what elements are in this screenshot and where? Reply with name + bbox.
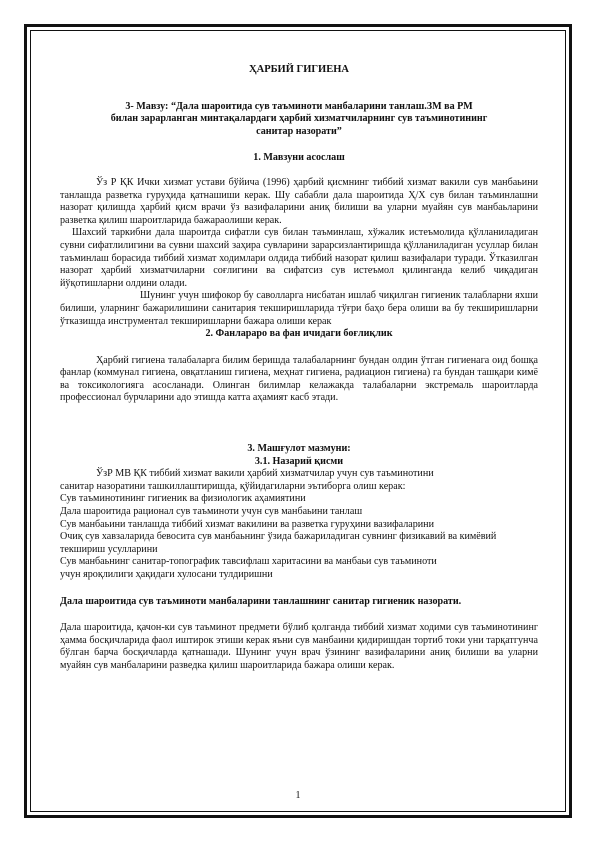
section-3-subheading: 3.1. Назарий қисми [254, 455, 344, 467]
theory-line: Сув манбаьнинг санитар-топографик тавсифлаш харитасини ва манбаьи сув таъминоти [60, 556, 437, 568]
section-2-heading: 2. Фанлараро ва фан ичидаги боғлиқлик [205, 328, 393, 340]
page-number: 1 [295, 790, 301, 801]
sanitary-control-heading: Дала шароитида сув таъминоти манбаларини танлашнинг санитар гигиеник назорати. [60, 595, 462, 607]
theory-line: Очиқ сув хавзаларида бевосита сув манбаьнинг ўзида бажариладиган сувнинг физикавий ва кимёвий текшириш усулларини [60, 531, 497, 555]
theory-line: Сув таъминотининг гигиеник ва физиологик аҳамиятини [60, 493, 306, 505]
section-3-heading: 3. Машғулот мазмуни: [247, 443, 351, 455]
theory-line: Сув манбаьини танлашда тиббий хизмат вакилини ва разветка гуруҳини вазифаларини [60, 518, 434, 530]
section-2-paragraph-1: Ҳарбий гигиена талабаларга билим беришда талабаларнинг бундан олдин ўтган гигиенага оид бошқа фанлар (коммунал гигиена, овқатланиш гигиена, меҳнат гигиена, радиацион гигиена) га бундан ташқари кимё ва токсикологияга асосланади. Олинган билимлар келажакда талабаларни экстремаль шароитларда профессионал бурчларини адо этишда катта аҳамият касб этади. [60, 354, 538, 404]
section-1-paragraph-3: Шунинг учун шифокор бу саволларга нисбатан ишлаб чиқилган гигиеник талабларни яхши билиши, уларнинг бажарилишини санитария текширишларида тўғри баҳо бера олиши ва бу текширишларни ўтказишда инструментал текширишларни бажара олиши керак [60, 290, 538, 327]
section-1-paragraph-2: Шахсий таркибни дала шароитда сифатли сув билан таъминлаш, хўжалик истеъмолида қўлланиладиган сувни сифатлилигини ва сувни шахсий заҳира сувларини зарарсизлантиришда қўлланиладиган усуллар билан таъминлаш борасида тиббий хизмат ходимлари олдида тиббий назорат қилиш вазифалари туради. Ўтказилган назорат ҳарбий хизматчиларни соғлигини ва сифатсиз сув истеъмол қилинганда келиб чиқадиган йўқотишларни олдини олади. [60, 227, 538, 289]
section-1-paragraph-1: Ўз Р ҚК Ички хизмат устави бўйича (1996) ҳарбий қисмнинг тиббий хизмат вакили сув манбаьини танлашда разветка гуруҳида қатнашиши керак. Шу сабабли дала шароитида Ҳ/Х сув билан таъминлашни назорат қилишда ҳарбий қисм врачи ўз вазифаларини аниқ билиши ва уларни муайян сув манбаьларини разветка қилиш шароитларида бажараолиши керак. [60, 176, 538, 226]
document-title: ҲАРБИЙ ГИГИЕНА [249, 64, 349, 75]
topic-line-3: санитар назорати” [256, 125, 342, 137]
theory-line: Дала шароитида рационал сув таъминоти учун сув манбаьини танлаш [60, 506, 363, 518]
topic-line-2: билан зарарланган минтақалардаги ҳарбий хизматчиларнинг сув таъминотининг [110, 113, 488, 125]
document-body [60, 64, 538, 673]
theory-line: ЎзР МВ ҚК тиббий хизмат вакили ҳарбий хизматчилар учун сув таъминотини [96, 468, 434, 480]
topic-line-1: 3- Мавзу: “Дала шароитида сув таъминоти манбаларини танлаш.ЗМ ва РМ [125, 100, 473, 112]
topic-heading [60, 101, 538, 139]
theory-line: учун яроқлилиги ҳақидаги хулосани тулдиришни [60, 569, 273, 580]
section-3-final-paragraph: Дала шароитида, қачон-ки сув таъминот предмети бўлиб қолганда тиббий хизмат ходими сув таъминотининг ҳамма босқичларида фаол иштирок этиши керак яъни сув манбаини қидиришдан тортиб токи уни тарқатгунча бўлган барча босқичларда қатнашади. Шунинг учун врач ўзининг вазифаларини аниқ билиши ва уларни муайян сув манбаларини разведка қилиш шароитларида бажара олиши керак. [60, 622, 538, 671]
theory-line: санитар назоратини ташкиллаштиришда, қўйидагиларни эътиборга олиш керак: [60, 480, 406, 492]
section-1-heading: 1. Мавзуни асослаш [253, 152, 345, 164]
